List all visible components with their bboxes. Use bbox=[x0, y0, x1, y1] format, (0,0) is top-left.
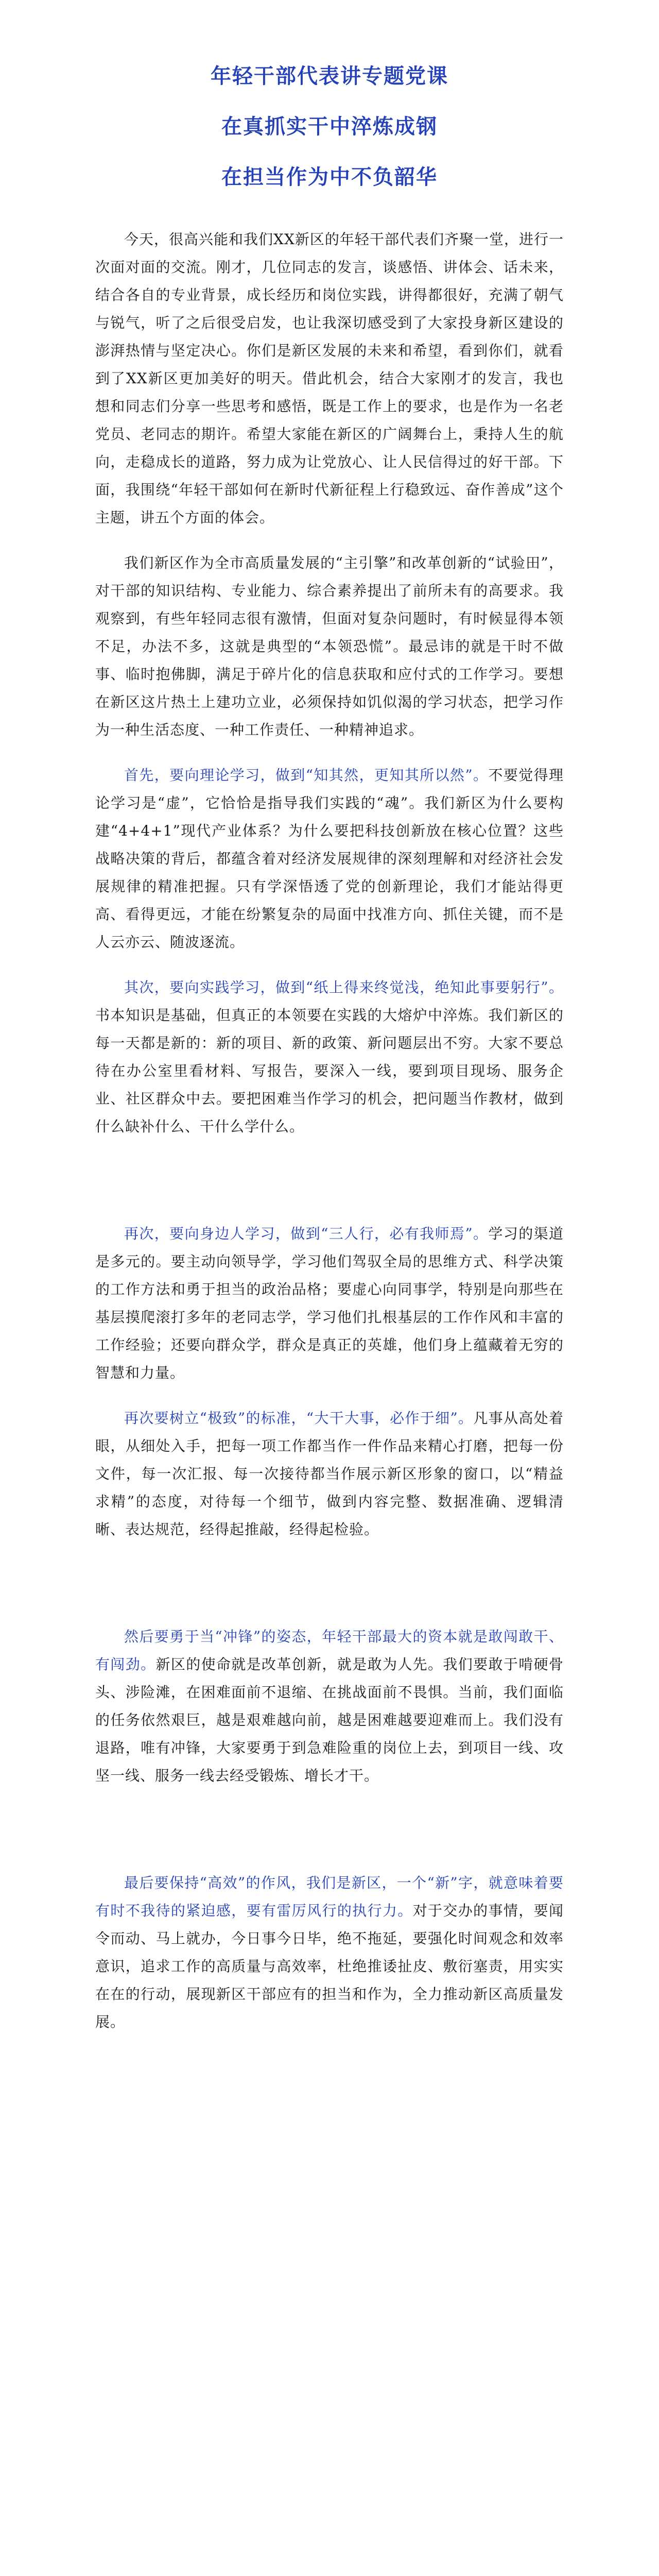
page-gap bbox=[95, 1807, 564, 1869]
paragraph-text: 凡事从高处着眼，从细处入手，把每一项工作都当作一件作品来精心打磨，把每一份文件，每一次汇报、每一次接待都当作展示新区形象的窗口，以“精益求精”的态度，对待每一个细节，做到内容完整、数据准确、逻辑清晰、表达规范，经得起推敲，经得起检验。 bbox=[95, 1410, 564, 1538]
paragraph-learning bbox=[95, 549, 564, 744]
paragraph-peers bbox=[95, 1220, 564, 1387]
paragraph-courage bbox=[95, 1623, 564, 1790]
paragraph-excellence bbox=[95, 1404, 564, 1544]
paragraph-lead: 再次要树立“极致”的标准，“大干大事，必作于细”。 bbox=[124, 1410, 474, 1427]
paragraph-text: 我们新区作为全市高质量发展的“主引擎”和改革创新的“试验田”，对干部的知识结构、专业能力、综合素养提出了前所未有的高要求。我观察到，有些年轻同志很有激情，但面对复杂问题时，有时候显得本领不足，办法不多，这就是典型的“本领恐慌”。最忌讳的就是干时不做事、临时抱佛脚，满足于碎片化的信息获取和应付式的工作学习。要想在新区这片热土上建功立业，必须保持如饥似渴的学习状态，把学习作为一种生活态度、一种工作责任、一种精神追求。 bbox=[95, 554, 564, 738]
paragraph-text: 不要觉得理论学习是“虚”，它恰恰是指导我们实践的“魂”。我们新区为什么要构建“4+4+1”现代产业体系？为什么要把科技创新放在核心位置？这些战略决策的背后，都蕴含着对经济发展规律的深刻理解和对经济社会发展规律的精准把握。只有学深悟透了党的创新理论，我们才能站得更高、看得更远，才能在纷繁复杂的局面中找准方向、抓住关键，而不是人云亦云、随波逐流。 bbox=[95, 767, 564, 951]
paragraph-intro bbox=[95, 226, 564, 532]
page-gap bbox=[95, 1561, 564, 1623]
paragraph-text: 新区的使命就是改革创新，就是敢为人先。我们要敢于啃硬骨头、涉险滩，在困难面前不退缩、在挑战面前不畏惧。当前，我们面临的任务依然艰巨，越是艰难越向前，越是困难越要迎难而上。我们没有退路，唯有冲锋，大家要勇于到急难险重的岗位上去，到项目一线、攻坚一线、服务一线去经受锻炼、增长才干。 bbox=[95, 1656, 564, 1784]
paragraph-lead: 然后要勇于当“冲锋”的姿态，年轻干部最大的资本就是敢闯敢干、有闯劲。 bbox=[95, 1628, 564, 1673]
document-page bbox=[95, 0, 564, 2576]
document-body bbox=[95, 226, 564, 2054]
paragraph-text: 对于交办的事情，要闻令而动、马上就办，今日事今日毕，绝不拖延，要强化时间观念和效率意识，追求工作的高质量与高效率，杜绝推诿扯皮、敷衍塞责，用实实在在的行动，展现新区干部应有的担当和作为，全力推动新区高质量发展。 bbox=[95, 1902, 564, 2030]
paragraph-text: 今天，很高兴能和我们XX新区的年轻干部代表们齐聚一堂，进行一次面对面的交流。刚才，几位同志的发言，谈感悟、讲体会、话未来，结合各自的专业背景，成长经历和岗位实践，讲得都很好，充满了朝气与锐气，听了之后很受启发，也让我深切感受到了大家投身新区建设的澎湃热情与坚定决心。你们是新区发展的未来和希望，看到你们，就看到了XX新区更加美好的明天。借此机会，结合大家刚才的发言，我也想和同志们分享一些思考和感悟，既是工作上的要求，也是作为一名老党员、老同志的期许。希望大家能在新区的广阔舞台上，秉持人生的航向，走稳成长的道路，努力成为让党放心、让人民信得过的好干部。下面，我围绕“年轻干部如何在新时代新征程上行稳致远、奋作善成”这个主题，讲五个方面的体会。 bbox=[95, 231, 564, 526]
title-line-1: 年轻干部代表讲专题党课 bbox=[211, 64, 448, 88]
paragraph-practice bbox=[95, 974, 564, 1141]
page-gap bbox=[95, 1158, 564, 1220]
paragraph-text: 学习的渠道是多元的。要主动向领导学，学习他们驾驭全局的思维方式、科学决策的工作方法和勇于担当的政治品格；要虚心向同事学，特别是向那些在基层摸爬滚打多年的老同志学，学习他们扎根基层的工作作风和丰富的工作经验；还要向群众学，群众是真正的英雄，他们身上蕴藏着无穷的智慧和力量。 bbox=[95, 1225, 564, 1381]
paragraph-lead: 首先，要向理论学习，做到“知其然，更知其所以然”。 bbox=[124, 767, 489, 784]
paragraph-text: 书本知识是基础，但真正的本领要在实践的大熔炉中淬炼。我们新区的每一天都是新的：新的项目、新的政策、新问题层出不穷。大家不要总待在办公室里看材料、写报告，要深入一线，要到项目现场、服务企业、社区群众中去。要把困难当作学习的机会，把问题当作教材，做到什么缺补什么、干什么学什么。 bbox=[95, 1007, 564, 1135]
paragraph-lead: 最后要保持“高效”的作风，我们是新区，一个“新”字，就意味着要有时不我待的紧迫感，要有雷厉风行的执行力。 bbox=[95, 1874, 564, 1919]
title-line-2: 在真抓实干中淬炼成钢 bbox=[221, 115, 438, 139]
paragraph-theory bbox=[95, 761, 564, 956]
paragraph-lead: 再次，要向身边人学习，做到“三人行，必有我师焉”。 bbox=[124, 1225, 489, 1242]
paragraph-efficiency bbox=[95, 1869, 564, 2036]
paragraph-lead: 其次，要向实践学习，做到“纸上得来终觉浅，绝知此事要躬行”。 bbox=[124, 979, 564, 996]
title-line-3: 在担当作为中不负韶华 bbox=[221, 165, 438, 189]
